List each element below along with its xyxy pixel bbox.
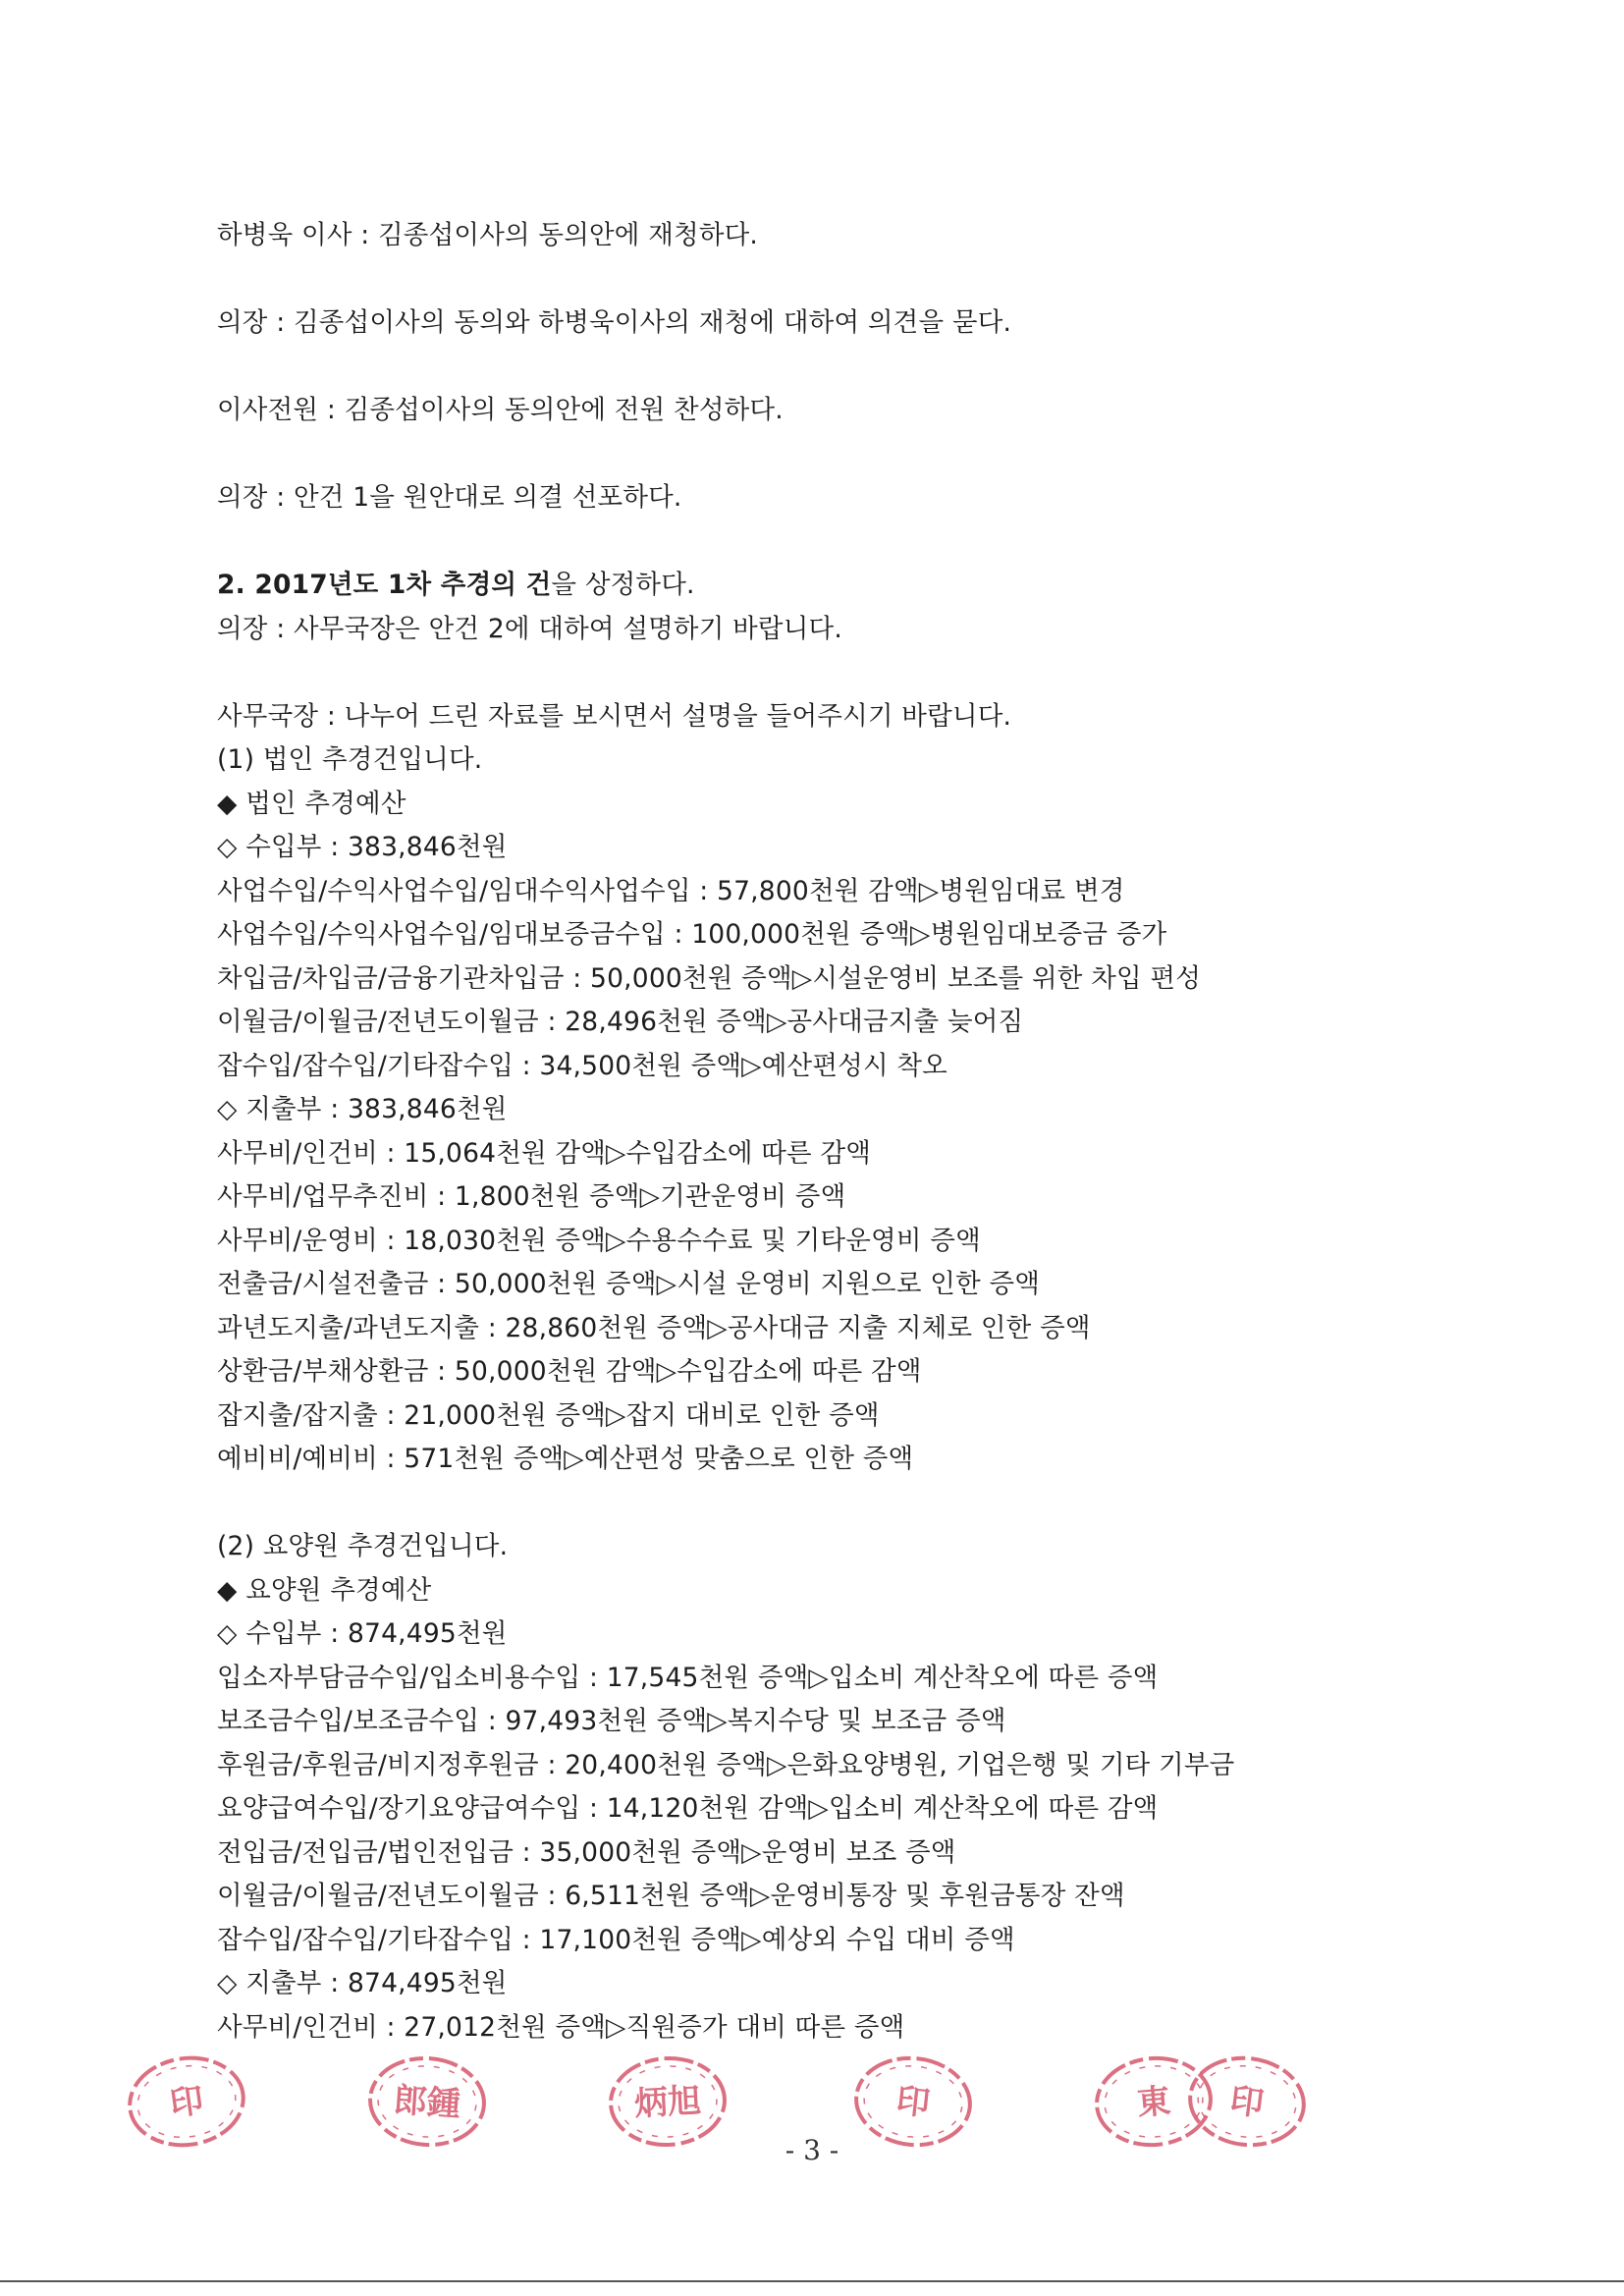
line-text: 잡수입/잡수입/기타잡수입 : 34,500천원 증액▷예산편성시 착오 xyxy=(217,1050,947,1081)
text-line xyxy=(217,783,1425,827)
text-line xyxy=(217,1525,1425,1569)
line-text: 잡수입/잡수입/기타잡수입 : 17,100천원 증액▷예상외 수입 대비 증액 xyxy=(217,1924,1015,1955)
text-line xyxy=(217,476,1425,520)
line-text: 보조금수입/보조금수입 : 97,493천원 증액▷복지수당 및 보조금 증액 xyxy=(217,1706,1006,1736)
line-text: 전입금/전입금/법인전입금 : 35,000천원 증액▷운영비 보조 증액 xyxy=(217,1836,956,1868)
text-line xyxy=(217,1787,1425,1831)
line-text: 사무비/인건비 : 15,064천원 감액▷수입감소에 따른 감액 xyxy=(217,1137,872,1169)
text-line xyxy=(217,1175,1425,1220)
line-text: 사무비/인건비 : 27,012천원 증액▷직원증가 대비 따른 증액 xyxy=(217,2011,905,2043)
text-line xyxy=(217,1088,1425,1132)
line-text: (1) 법인 추경건입니다. xyxy=(217,744,483,775)
line-text: 의장 : 김종섭이사의 동의와 하병욱이사의 재청에 대하여 의견을 묻다. xyxy=(217,307,1012,338)
svg-text:東: 東 xyxy=(1135,2081,1172,2124)
line-text: ◆ 법인 추경예산 xyxy=(217,788,406,819)
line-text: ◇ 지출부 : 874,495천원 xyxy=(217,1968,508,1998)
text-line xyxy=(217,1045,1425,1089)
text-line xyxy=(217,913,1425,957)
text-line xyxy=(217,608,1425,652)
svg-text:印: 印 xyxy=(893,2081,932,2124)
svg-text:炳旭: 炳旭 xyxy=(633,2081,703,2124)
line-text: 사업수입/수익사업수입/임대보증금수입 : 100,000천원 증액▷병원임대보증금 증가 xyxy=(217,919,1167,950)
text-line xyxy=(217,1569,1425,1613)
line-text: 이사전원 : 김종섭이사의 동의안에 전원 찬성하다. xyxy=(217,395,784,425)
line-text: 과년도지출/과년도지출 : 28,860천원 증액▷공사대금 지출 지체로 인한 증액 xyxy=(217,1312,1091,1343)
line-text: 을 상정하다. xyxy=(551,570,695,600)
line-text: ◆ 요양원 추경예산 xyxy=(217,1574,432,1606)
text-line xyxy=(217,826,1425,870)
blank-line xyxy=(217,346,1425,390)
line-text: 입소자부담금수입/입소비용수입 : 17,545천원 증액▷입소비 계산착오에 따른 증액 xyxy=(217,1662,1159,1693)
text-line xyxy=(217,1307,1425,1351)
svg-text:郎鍾: 郎鍾 xyxy=(392,2080,462,2125)
text-line xyxy=(217,1350,1425,1394)
text-line xyxy=(217,2006,1425,2050)
line-text: 이월금/이월금/전년도이월금 : 28,496천원 증액▷공사대금지출 늦어짐 xyxy=(217,1007,1024,1037)
line-text: (2) 요양원 추경건입니다. xyxy=(217,1531,509,1561)
text-line xyxy=(217,1962,1425,2006)
text-line xyxy=(217,1613,1425,1657)
line-text: ◇ 수입부 : 874,495천원 xyxy=(217,1618,508,1649)
line-text: 사업수입/수익사업수입/임대수익사업수입 : 57,800천원 감액▷병원임대료 변경 xyxy=(217,875,1125,906)
text-line xyxy=(217,1700,1425,1744)
line-text: 사무비/운영비 : 18,030천원 증액▷수용수수료 및 기타운영비 증액 xyxy=(217,1225,981,1256)
text-line xyxy=(217,1919,1425,1963)
text-line xyxy=(217,1220,1425,1264)
line-text: 후원금/후원금/비지정후원금 : 20,400천원 증액▷은화요양병원, 기업은행 및 기타 기부금 xyxy=(217,1749,1235,1780)
svg-text:印: 印 xyxy=(167,2080,206,2125)
bottom-rule xyxy=(0,2280,1624,2282)
line-text: ◇ 수입부 : 383,846천원 xyxy=(217,832,508,862)
text-line xyxy=(217,738,1425,783)
line-text: 요양급여수입/장기요양급여수입 : 14,120천원 감액▷입소비 계산착오에 따른 감액 xyxy=(217,1793,1159,1824)
line-text: 차입금/차입금/금융기관차입금 : 50,000천원 증액▷시설운영비 보조를 위한 차입 편성 xyxy=(217,962,1202,994)
text-line xyxy=(217,1831,1425,1876)
page-number: - 3 - xyxy=(785,2134,839,2166)
text-line xyxy=(217,1263,1425,1307)
minutes-body xyxy=(217,214,1425,2050)
line-text: 이월금/이월금/전년도이월금 : 6,511천원 증액▷운영비통장 및 후원금통장 잔액 xyxy=(217,1881,1125,1911)
text-line xyxy=(217,1657,1425,1701)
blank-line xyxy=(217,651,1425,695)
line-text: 의장 : 안건 1을 원안대로 의결 선포하다. xyxy=(217,482,682,513)
line-text: 상환금/부채상환금 : 50,000천원 감액▷수입감소에 따른 감액 xyxy=(217,1356,922,1387)
text-line xyxy=(217,389,1425,433)
text-line xyxy=(217,695,1425,739)
blank-line xyxy=(217,433,1425,477)
text-line xyxy=(217,214,1425,258)
text-line xyxy=(217,1132,1425,1176)
text-line xyxy=(217,1001,1425,1045)
line-text: 사무비/업무추진비 : 1,800천원 증액▷기관운영비 증액 xyxy=(217,1181,846,1212)
line-text: 사무국장 : 나누어 드린 자료를 보시면서 설명을 들어주시기 바랍니다. xyxy=(217,700,1012,732)
line-text: 잡지출/잡지출 : 21,000천원 증액▷잡지 대비로 인한 증액 xyxy=(217,1399,880,1431)
text-line xyxy=(217,1875,1425,1919)
svg-text:印: 印 xyxy=(1227,2081,1267,2124)
line-text: 전출금/시설전출금 : 50,000천원 증액▷시설 운영비 지원으로 인한 증액 xyxy=(217,1269,1041,1299)
agenda-heading: 2. 2017년도 1차 추경의 건 xyxy=(217,570,552,600)
blank-line xyxy=(217,520,1425,565)
text-line xyxy=(217,1744,1425,1788)
line-text: 예비비/예비비 : 571천원 증액▷예산편성 맞춤으로 인한 증액 xyxy=(217,1444,914,1474)
line-text: ◇ 지출부 : 383,846천원 xyxy=(217,1094,508,1124)
text-line xyxy=(217,1394,1425,1439)
line-text: 의장 : 사무국장은 안건 2에 대하여 설명하기 바랍니다. xyxy=(217,613,842,644)
line-text: 하병욱 이사 : 김종섭이사의 동의안에 재청하다. xyxy=(217,220,759,250)
blank-line xyxy=(217,258,1425,302)
text-line xyxy=(217,957,1425,1002)
text-line xyxy=(217,870,1425,914)
text-line xyxy=(217,1438,1425,1482)
text-line xyxy=(217,564,1425,608)
text-line xyxy=(217,301,1425,346)
blank-line xyxy=(217,1482,1425,1526)
